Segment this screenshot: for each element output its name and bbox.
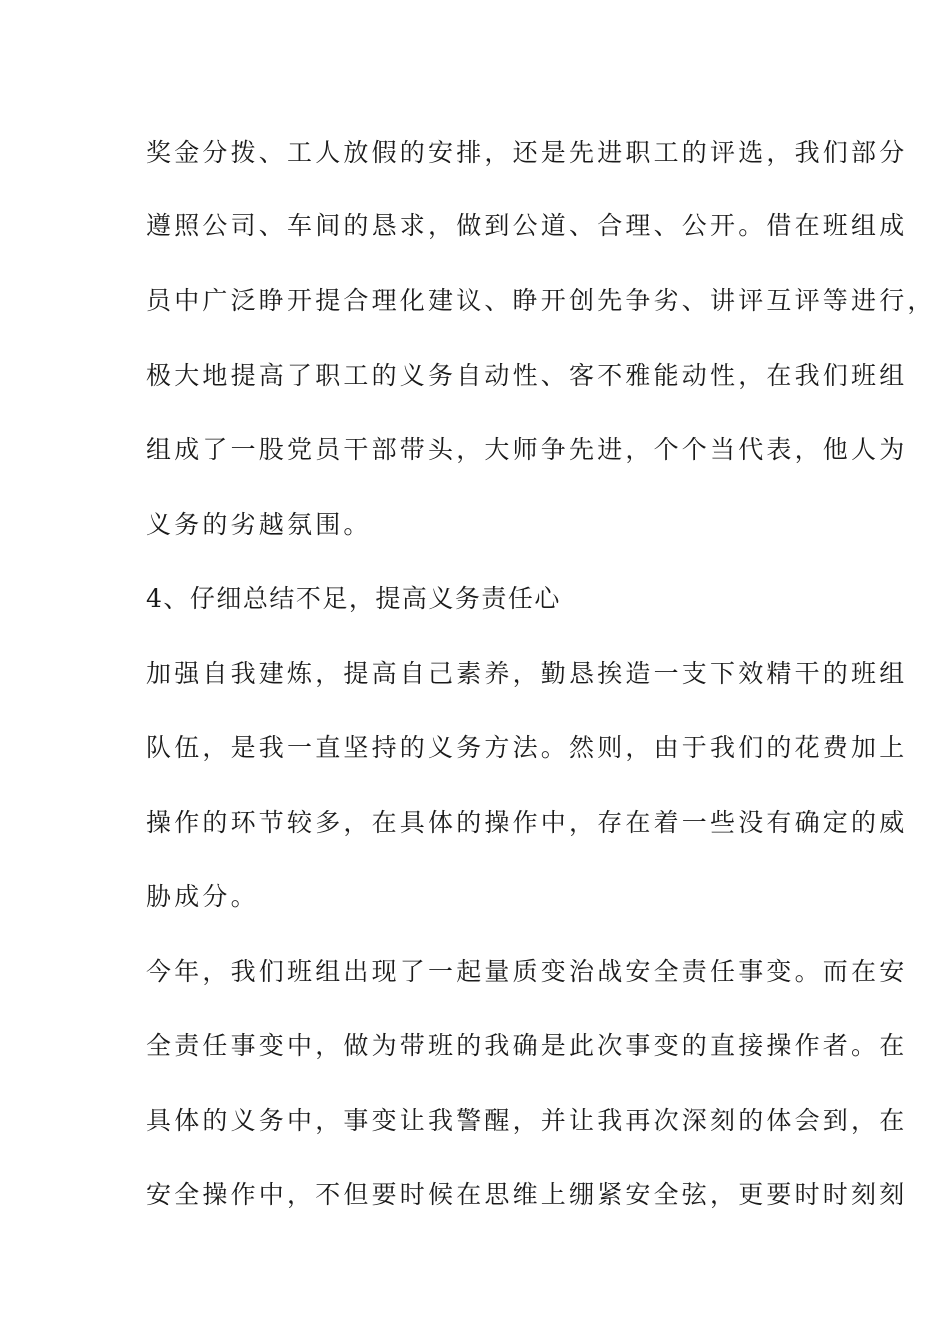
paragraph-line: 胁成分。 xyxy=(146,882,259,911)
paragraph-line: 具体的义务中，事变让我警醒，并让我再次深刻的体会到，在 xyxy=(146,1106,908,1135)
paragraph-line: 加强自我建炼，提高自己素养，勤恳挨造一支下效精干的班组 xyxy=(146,659,908,688)
paragraph-line: 组成了一股党员干部带头，大师争先进，个个当代表，他人为 xyxy=(146,435,908,464)
paragraph-line: 极大地提高了职工的义务自动性、客不雅能动性，在我们班组 xyxy=(146,361,908,390)
paragraph-line: 遵照公司、车间的恳求，做到公道、合理、公开。借在班组成 xyxy=(146,211,908,240)
paragraph-line: 奖金分拨、工人放假的安排，还是先进职工的评选，我们部分 xyxy=(146,138,908,167)
paragraph-line: 员中广泛睁开提合理化建议、睁开创先争劣、讲评互评等进行， xyxy=(146,286,936,315)
paragraph-line: 安全操作中，不但要时候在思维上绷紧安全弦，更要时时刻刻 xyxy=(146,1180,908,1209)
paragraph-line: 队伍，是我一直坚持的义务方法。然则，由于我们的花费加上 xyxy=(146,733,908,762)
section-heading: 4、仔细总结不足，提高义务责任心 xyxy=(146,584,561,613)
paragraph-line: 今年，我们班组出现了一起量质变治战安全责任事变。而在安 xyxy=(146,957,908,986)
paragraph-line: 操作的环节较多，在具体的操作中，存在着一些没有确定的威 xyxy=(146,808,908,837)
paragraph-line: 全责任事变中，做为带班的我确是此次事变的直接操作者。在 xyxy=(146,1031,908,1060)
paragraph-line: 义务的劣越氛围。 xyxy=(146,510,372,539)
